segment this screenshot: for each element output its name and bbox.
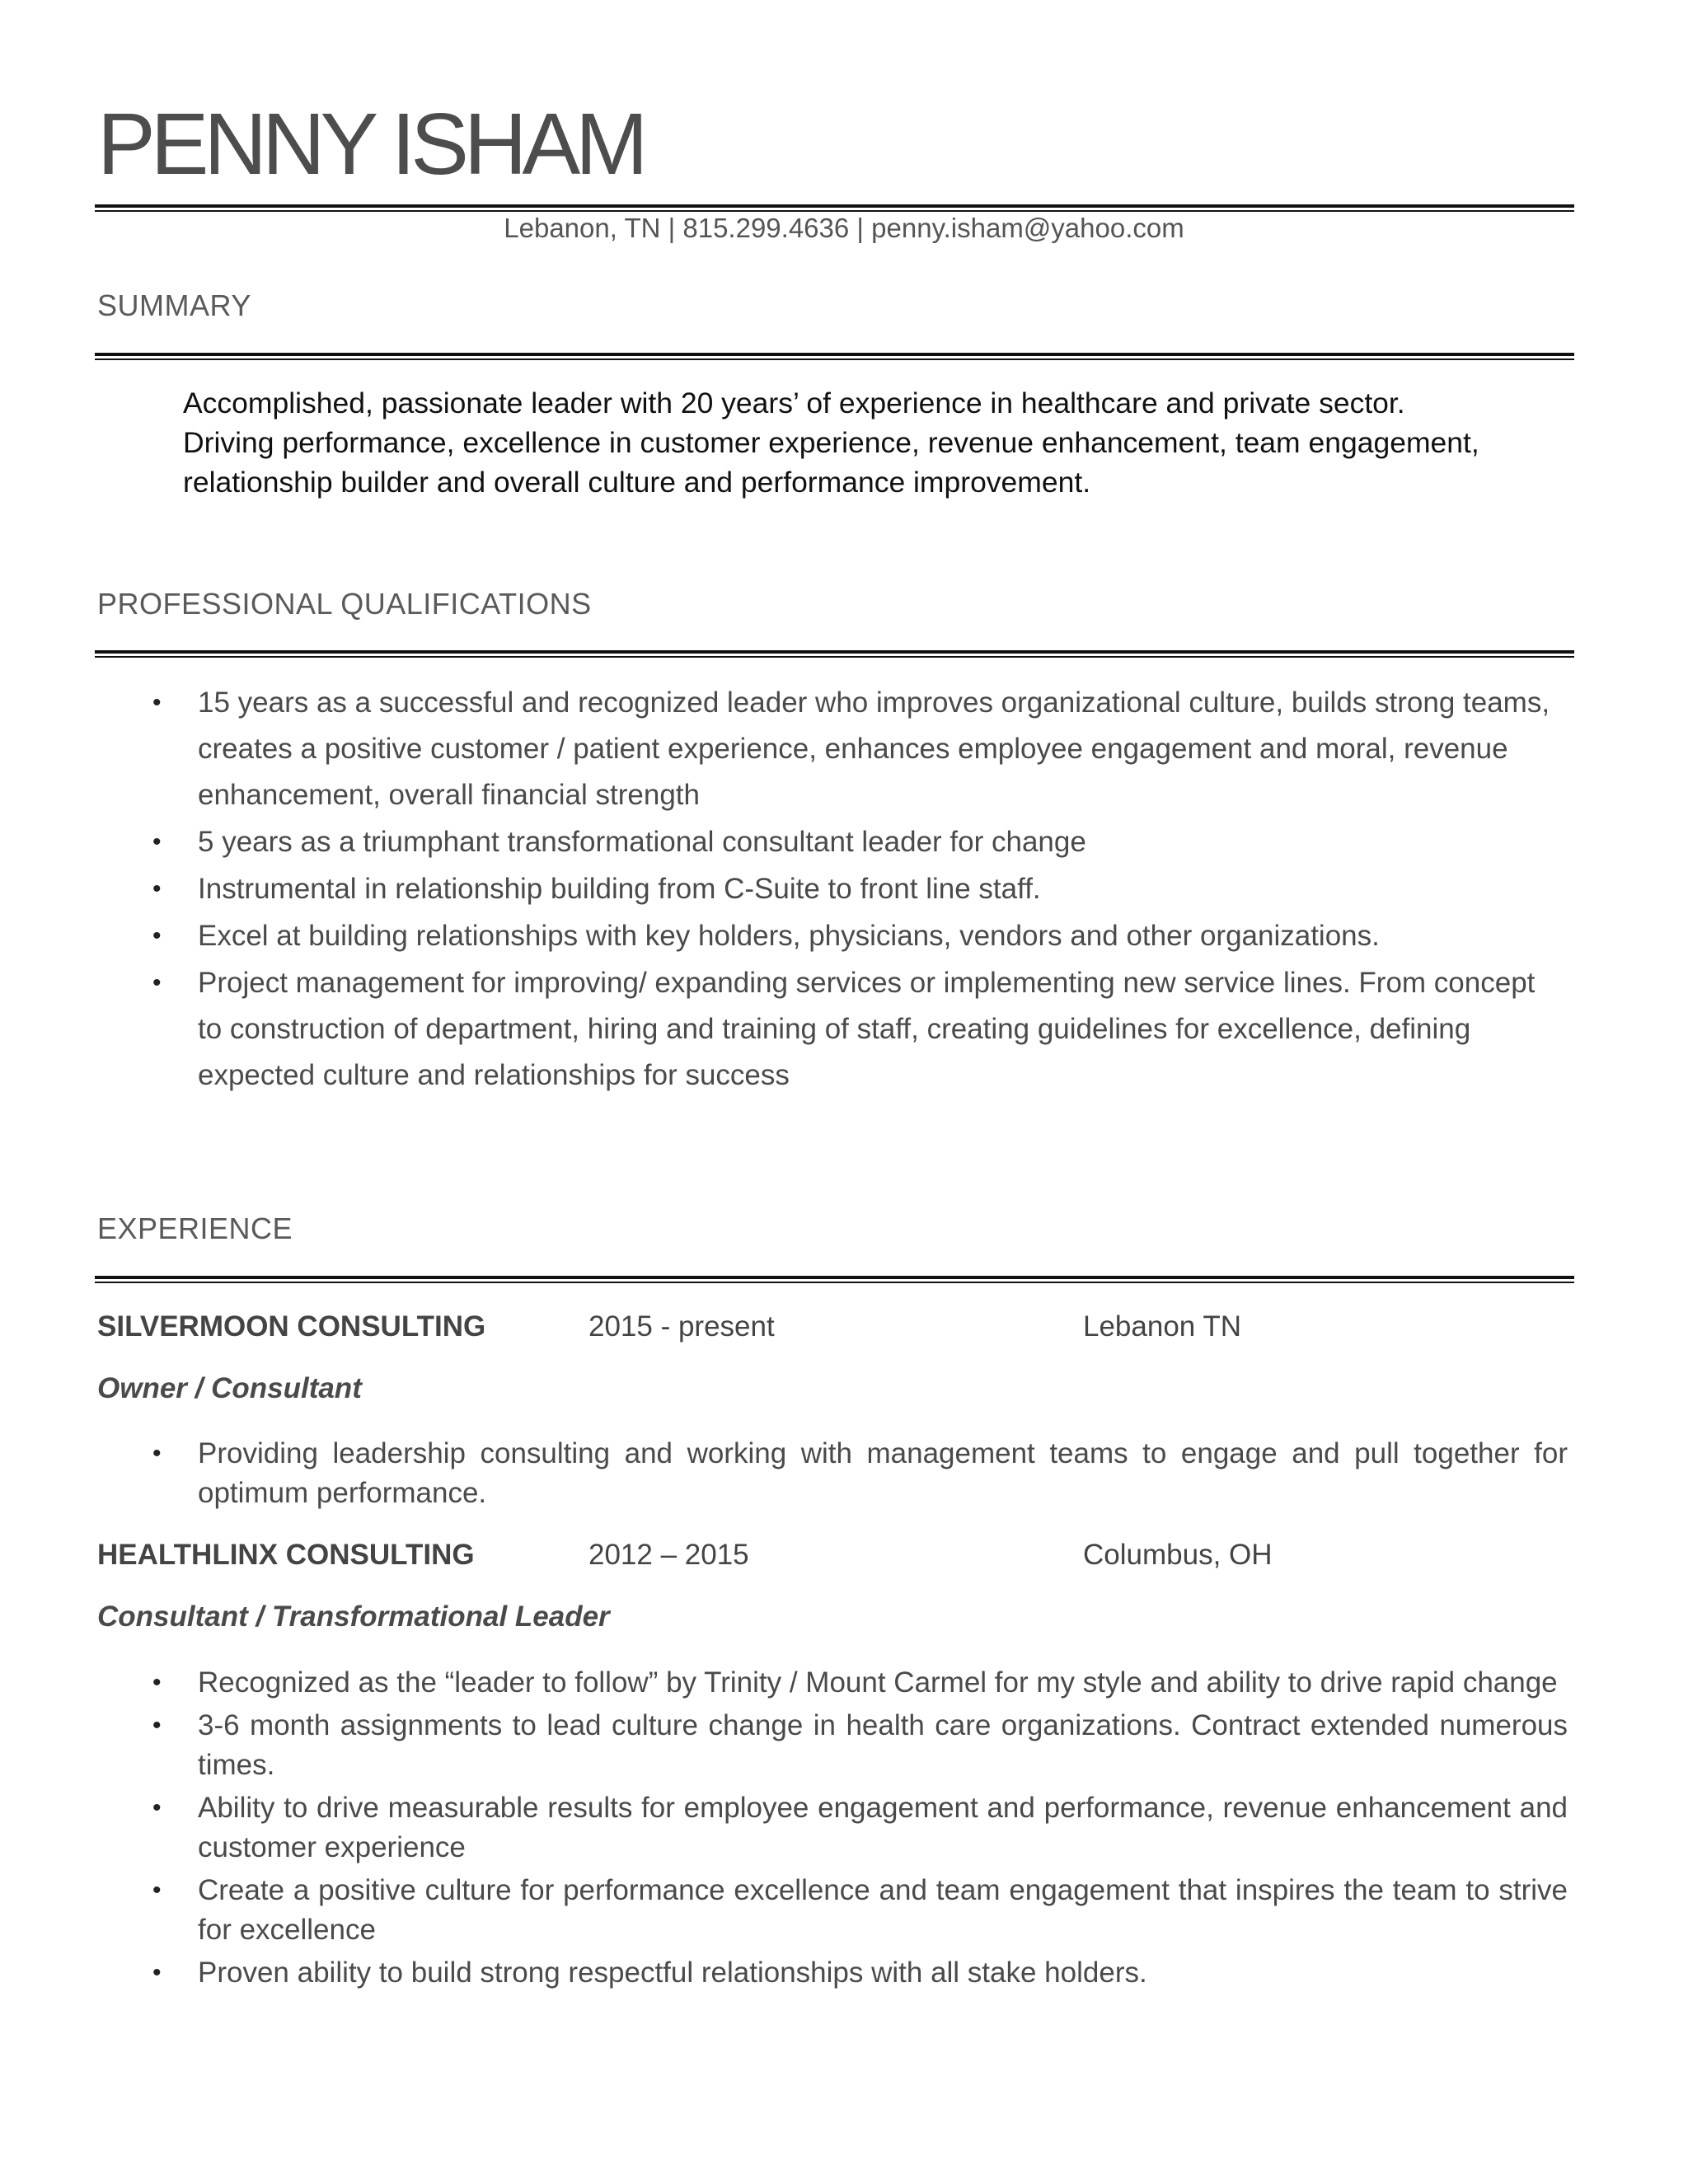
qualification-text: Excel at building relationships with key holders, physicians, vendors and other organizations. <box>198 920 1380 952</box>
list-item <box>148 1953 1568 1993</box>
summary-line: Accomplished, passionate leader with 20 years’ of experience in healthcare and private sector. <box>183 387 1405 419</box>
list-item <box>148 1434 1568 1513</box>
list-item <box>148 1663 1568 1703</box>
bullet-text: Create a positive culture for performance excellence and team engagement that inspires the team to strive for excellence <box>198 1874 1568 1946</box>
bullet-icon: • <box>152 689 162 716</box>
experience-divider <box>95 1276 1574 1283</box>
bullet-text: Providing leadership consulting and working with management teams to engage and pull together for optimum performance. <box>198 1437 1568 1509</box>
bullet-icon: • <box>152 1712 162 1739</box>
bullet-icon: • <box>152 875 162 902</box>
list-item <box>148 1788 1568 1868</box>
list-item <box>148 960 1566 1099</box>
qualification-text: Project management for improving/ expanding services or implementing new service lines. From concept to construction of department, hiring and training of staff, creating guidelines for excellence, defining expected culture and relationships for success <box>198 967 1536 1091</box>
experience-heading: EXPERIENCE <box>97 1212 293 1245</box>
summary-line: Driving performance, excellence in customer experience, revenue enhancement, team engagement, <box>183 426 1479 459</box>
job-bullets <box>148 1663 1568 1996</box>
job-bullets <box>148 1434 1568 1516</box>
company-name: HEALTHLINX CONSULTING <box>97 1539 475 1571</box>
job-location: Lebanon TN <box>1083 1310 1242 1343</box>
qualifications-list <box>148 680 1566 1099</box>
job-dates: 2015 - present <box>588 1310 775 1343</box>
company-name: SILVERMOON CONSULTING <box>97 1310 486 1343</box>
list-item <box>148 1871 1568 1950</box>
qualifications-heading: PROFESSIONAL QUALIFICATIONS <box>97 587 592 621</box>
bullet-text: 3-6 month assignments to lead culture change in health care organizations. Contract extended numerous times. <box>198 1709 1568 1781</box>
summary-line: relationship builder and overall culture and performance improvement. <box>183 466 1091 499</box>
qualification-text: Instrumental in relationship building from C-Suite to front line staff. <box>198 873 1041 905</box>
bullet-icon: • <box>152 922 162 949</box>
bullet-icon: • <box>152 1877 162 1904</box>
bullet-icon: • <box>152 1669 162 1696</box>
qualification-text: 15 years as a successful and recognized leader who improves organizational culture, builds strong teams, creates a positive customer / patient experience, enhances employee engagement and moral, revenue enhancement, overall financial strength <box>198 687 1550 811</box>
bullet-text: Proven ability to build strong respectful relationships with all stake holders. <box>198 1957 1147 1989</box>
candidate-name: PENNY ISHAM <box>97 96 644 193</box>
summary-heading: SUMMARY <box>97 288 251 322</box>
list-item <box>148 819 1566 865</box>
job-role: Owner / Consultant <box>97 1372 362 1404</box>
qualifications-divider <box>95 650 1574 658</box>
job-dates: 2012 – 2015 <box>588 1539 749 1571</box>
bullet-icon: • <box>152 969 162 996</box>
summary-text <box>183 383 1568 502</box>
bullet-text: Recognized as the “leader to follow” by Trinity / Mount Carmel for my style and ability to drive rapid change <box>198 1666 1558 1699</box>
contact-info: Lebanon, TN | 815.299.4636 | penny.isham@yahoo.com <box>504 213 1184 243</box>
list-item <box>148 1706 1568 1785</box>
qualification-text: 5 years as a triumphant transformational consultant leader for change <box>198 826 1086 858</box>
bullet-icon: • <box>152 1440 162 1467</box>
job-role: Consultant / Transformational Leader <box>97 1601 610 1633</box>
bullet-icon: • <box>152 1794 162 1821</box>
summary-divider <box>95 353 1574 360</box>
list-item <box>148 680 1566 818</box>
bullet-icon: • <box>152 1959 162 1986</box>
bullet-icon: • <box>152 828 162 855</box>
header-divider <box>95 204 1574 212</box>
bullet-text: Ability to drive measurable results for employee engagement and performance, revenue enhancement and customer experience <box>198 1792 1568 1863</box>
list-item <box>148 866 1566 912</box>
job-location: Columbus, OH <box>1083 1539 1273 1571</box>
list-item <box>148 913 1566 959</box>
